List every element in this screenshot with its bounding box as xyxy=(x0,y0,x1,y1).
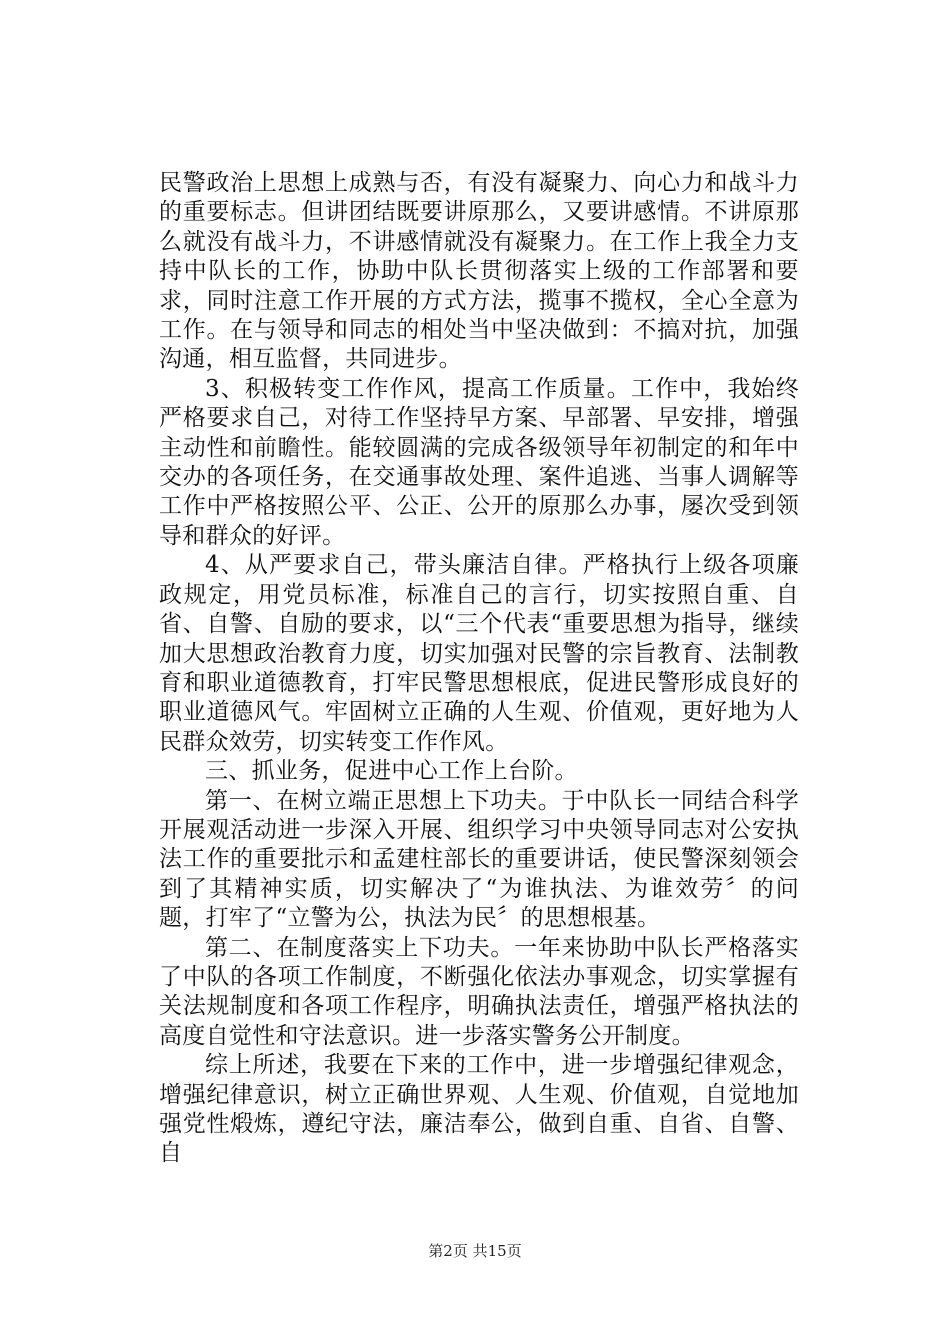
paragraph-summary: 综上所述，我要在下来的工作中，进一步增强纪律观念，增强纪律意识，树立正确世界观、人生观、价值观，自觉地加强党性煅炼，遵纪守法，廉洁奉公，做到自重、自省、自警、自 xyxy=(159,1052,799,1167)
section-heading-3: 三、抓业务，促进中心工作上台阶。 xyxy=(205,758,578,785)
paragraph-first: 第一、在树立端正思想上下功夫。于中队长一同结合科学开展观活动进一步深入开展、组织学习中央领导同志对公安执法工作的重要批示和孟建柱部长的重要讲话，使民警深刻领会到了其精神实质，切实解决了“为谁执法、为谁效劳〞的问题，打牢了“立警为公，执法为民〞的思想根基。 xyxy=(159,787,799,932)
paragraph-continuation: 民警政治上思想上成熟与否，有没有凝聚力、向心力和战斗力的重要标志。但讲团结既要讲原那么，又要讲感情。不讲原那么就没有战斗力，不讲感情就没有凝聚力。在工作上我全力支持中队长的工作，协助中队长贯彻落实上级的工作部署和要求，同时注意工作开展的方式方法，揽事不揽权，全心全意为工作。在与领导和同志的相处当中坚决做到：不搞对抗，加强沟通，相互监督，共同进步。 xyxy=(159,170,799,373)
page-number-footer: 第2页 共15页 xyxy=(428,1242,522,1260)
paragraph-item-4: 4、从严要求自己，带头廉洁自律。严格执行上级各项廉政规定，用党员标准，标准自己的言行，切实按照自重、自省、自警、自励的要求，以“三个代表“重要思想为指导，继续加大思想政治教育力度，切实加强对民警的宗旨教育、法制教育和职业道德教育，打牢民警思想根底，促进民警形成良好的职业道德风气。牢固树立正确的人生观、价值观，更好地为人民群众效劳，切实转变工作作风。 xyxy=(159,552,799,755)
paragraph-item-3: 3、积极转变工作作风，提高工作质量。工作中，我始终严格要求自己，对待工作坚持早方案、早部署、早安排，增强主动性和前瞻性。能较圆满的完成各级领导年初制定的和年中交办的各项任务，在交通事故处理、案件追逃、当事人调解等工作中严格按照公平、公正、公开的原那么办事，屡次受到领导和群众的好评。 xyxy=(159,375,799,549)
paragraph-second: 第二、在制度落实上下功夫。一年来协助中队长严格落实了中队的各项工作制度，不断强化依法办事观念，切实掌握有关法规制度和各项工作程序，明确执法责任，增强严格执法的高度自觉性和守法意识。进一步落实警务公开制度。 xyxy=(159,934,799,1049)
body-text xyxy=(159,169,799,1169)
